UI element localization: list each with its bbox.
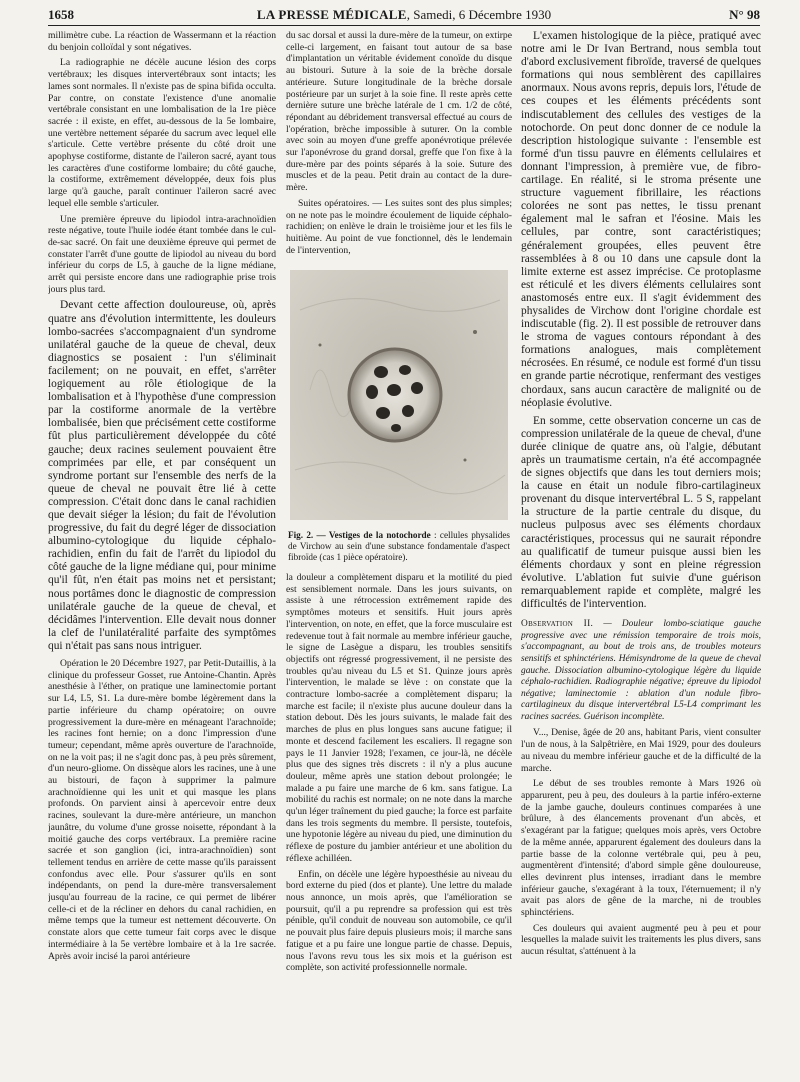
issue-number: N° 98 [729,7,760,22]
issue-date: , Samedi, 6 Décembre 1930 [406,7,552,22]
micrograph-illustration [290,270,508,520]
paragraph-histology: L'examen histologique de la pièce, pratiqué avec notre ami le Dr Ivan Bertrand, nous sembla tout d'abord exclusivement fibroïde, traversé de quelques formations qui nous semblèrent des capillaires anormaux. Nous avons repris, depuis lors, l'étude de ces coupes et les éléments précédents sont indiscutablement des cellules des vestiges de la notochorde. On peut donc donner de ce nodule la description histologique suivante : l'ensemble est formé d'un tissu pauvre en éléments cellulaires et donnant l'impression, à première vue, de fibro-cartilage. En réalité, si le stroma présente une structure vaguement fibrillaire, les réactions colorées ne sont pas nettes, le tissu prenant également mal le safran et l'éosine. Mais les cellules, par contre, sont caractéristiques; généralement groupées, elles peuvent être rassemblées à 8 ou 10 dans une capsule dont la limite externe est assez imprécise. Ce protoplasme est réticulé et les divers éléments cellulaires sont anastomosés entre eux. Il s'agit évidemment des physalides de Virchow dont l'origine chordale est indiscutable (fig. 2). Il est possible de retrouver dans le stroma de vagues contours répondant à des formations analogues, mais complètement nécrosées. En résumé, ce nodule est formé d'un tissu en grande partie nécrotique, renfermant des vestiges chordaux, sans aucun caractère de malignité ou de néoplasie évolutive. [521,30,761,409]
paragraph-operation: Opération le 20 Décembre 1927, par Petit-Dutaillis, à la clinique du professeur Gosset, rue Antoine-Chantin. Après anesthésie à l'éther, on pratique une laminectomie portant sur L4, L5, S1. La dure-mère bombe légèrement dans la partie inférieure du champ opératoire; on ouvre progressivement la dure-mère en ménageant l'arachnoïde; les racines font hernie; on a donc l'impression d'une tumeur; cependant, même après ouverture de l'arachnoïde, on ne la voit pas; il ne s'agit donc pas, à peu près sûrement, d'un neuro-gliome. On dissèque alors les racines, une à une au bistouri, de façon à supprimer la palmure arachnoïdienne qui les unit et qui masque les plans profonds. On parvient ainsi à apercevoir entre deux racines, soulevant la dure-mère antérieure, un manchon jaunâtre, du volume d'une grosse noisette, répondant à la moitié gauche des corps vertébraux. La première racine sacrée et son ganglion (ici, intra-arachnoïdien) sont tellement tendus en arrière de cette masse qu'ils paraissent confondus avec elle. Pour s'assurer qu'ils en sont indépendants, on pend la dure-mère transversalement jusqu'au fourreau de la racine, ce qui permet de libérer celle-ci et de la récliner en dehors du canal rachidien, en même temps que la tumeur est nettement découverte. On constate alors que cette tumeur fait corps avec le disque intermédiaire à la 5e vertèbre lombaire et à la 1re sacrée. Après avoir incisé la paroi antérieure [48,658,276,962]
paragraph: Le début de ses troubles remonte à Mars 1926 où apparurent, peu à peu, des douleurs à la partie inféro-externe de la jambe gauche, douleurs continues comparées à une brûlure, à des élancements provenant d'un abcès, et s'exagérant par la fatigue; quelques mois après, vers Octobre de la même année, apparurent également des douleurs dans la partie basse de la colonne vertébrale qui, peu à peu, augmentèrent d'intensité; d'abord simple gêne douloureuse, elles devinrent plus intenses, irradiant dans le membre inférieur gauche, s'exagérant à la toux, l'éternuement; il n'y avait pas alors de gêne de la marche, ni de troubles sphinctériens. [521,778,761,919]
paragraph: Enfin, on décèle une légère hypoesthésie au niveau du bord externe du pied (dos et plante). Une lettre du malade nous annonce, un mois après, que l'amélioration se poursuit, qu'il a pu reprendre sa profession qui est très pénible, qu'il conduit de nouveau son automobile, ce qu'il ne pouvait plus faire depuis plusieurs mois; il marche sans fatigue et a pu faire une longue partie de chasse. Depuis, nous l'avons revu tous les six mois et la guérison est complète, son activité professionnelle normale. [286,868,512,974]
paragraph-summary: En somme, cette observation concerne un cas de compression unilatérale de la queue de cheval, d'une durée clinique de quatre ans, où l'algie, débutant après un traumatisme certain, n'a été accompagnée de signes objectifs que dans les tout derniers mois; la cause en était un nodule fibro-cartilagineux provenant du disque intervertébral L. 5 S, rappelant la structure de la partie centrale du disque, du nucleus pulposus avec ses éléments chordaux caractéristiques, processus qui ne saurait répondre au qualificatif de tumeur puisque aussi bien les éléments chordaux y sont en pleine régression évolutive. L'ablation fut suivie d'une guérison remarquablement rapide et complète, malgré les difficultés de l'intervention. [521,414,761,611]
observation-label: Observation II. [521,619,594,630]
paragraph: la douleur a complètement disparu et la motilité du pied est sensiblement normale. Dans les jours suivants, on assiste à une rétrocession extrêmement rapide des symptômes moteurs et sensitifs. Huit jours après l'intervention, on note, en effet, que la force musculaire est redevenue tout à fait normale au membre inférieur gauche, le signe de Lasègue a disparu, les troubles sensitifs objectifs ont régressé progressivement, il ne persiste des troubles qu'au niveau du L5 et S1. Quinze jours après l'intervention, le malade se lève : on constate que la contracture lombo-sacrée a complètement disparu; la marche est facile; il n'existe plus aucune douleur dans la station debout. Dès les jours suivants, le malade fait des marches de plus en plus longues sans aucune fatigue; il monte et descend facilement les escaliers. Il regagne son pays le 11 Janvier 1928; l'examen, ce jour-là, ne décèle plus que des signes très discrets : il n'y a plus aucune douleur, même après une station debout prolongée; le malade a pu faire une marche de 6 km. sans fatigue. La mobilité du rachis est normale; on ne note dans la marche qu'un léger traînement du pied gauche; la force est parfaite dans les trois segments du membre. Il persiste, toutefois, une hypotonie légère au niveau du pied, une diminution du réflexe de posture du jambier antérieur et une abolition du réflexe achilléen. [286,572,512,864]
figure-caption [288,530,510,563]
caption-lead: Fig. 2. — Vestiges de la notochorde [288,530,431,540]
column-3 [521,30,761,1074]
journal-name: LA PRESSE MÉDICALE [256,7,407,22]
column-2-bottom [286,572,512,1074]
page-header [48,7,760,26]
paragraph: La radiographie ne décèle aucune lésion des corps vertébraux; les disques intervertébraux sont intacts; les lames sont normales. Il n'existe pas de spina bifida occulta. Par contre, on constate l'existence d'une anomalie vertébrale consistant en une lombalisation de la 1re pièce sacrée : il existe, en effet, au-dessous de la 5e lombaire, une vertèbre nettement séparée du sacrum avec lequel elle s'articule. Cette vertèbre présente du côté droit une apophyse costiforme, distante de l'aileron sacré, ayant tous les caractères d'une costiforme lombaire; du côté gauche, la costiforme, extrêmement développée, deux fois plus large qu'à gauche, paraît continuer l'aileron sacré avec lequel elle semble s'articuler. [48,57,276,209]
paragraph: Une première épreuve du lipiodol intra-arachnoïdien reste négative, toute l'huile iodée étant tombée dans le cul-de-sac sacré. On fait une deuxième épreuve qui permet de constater l'arrêt d'une goutte de lipiodol au niveau du bord inférieur du corps de L5, à gauche de la ligne médiane, arrêt qui persiste encore dans une radiographie prise trois jours plus tard. [48,213,276,295]
observation-summary: — Douleur lombo-sciatique gauche progressive avec une rémission temporaire de trois mois, s'accompagnant, au bout de trois ans, de troubles moteurs sensitifs et sphinctériens. Hémisyndrome de la queue de cheval gauche. Dissociation albumino-cytologique légère du liquide céphalo-rachidien. Radiographie négative; épreuve du lipiodol négative; laminectomie : ablation d'un nodule fibro-cartilagineux du disque intervertébral L5-L4 comprimant les racines sacrées. Guérison incomplète. [521,619,761,722]
paragraph-suites: Suites opératoires. — Les suites sont des plus simples; on ne note pas le moindre écoulement de liquide céphalo-rachidien; on enlève le drain le troisième jour et les fils le huitième. Au point de vue fonctionnel, dès le lendemain de l'intervention, [286,197,512,256]
page-number: 1658 [48,7,74,22]
paragraph-discussion: Devant cette affection douloureuse, où, après quatre ans d'évolution intermittente, les douleurs lombo-sacrées s'accompagnaient d'un syndrome unilatéral gauche de la queue de cheval, deux diagnostics se posaient : l'un s'éliminait facilement; on ne pouvait, en effet, s'arrêter logiquement au rôle étiologique de la lombalisation et à l'hypothèse d'une compression par la costiforme anormale de la vertèbre lombalisée, bien que précisément cette costiforme fût plus particulièrement développée du côté gauche; deux racines seulement pouvaient être comprimées par elle, et par conséquent un syndrome portant sur l'ensemble des nerfs de la queue de cheval ne pouvait être lié à cette compression. C'était donc dans le canal rachidien que devait siéger la lésion; du fait de l'évolution progressive, du fait du degré léger de dissociation albumino-cytologique du liquide céphalo-rachidien, enfin du fait de l'arrêt du lipiodol du côté gauche de la ligne médiane qui, pour minime qu'il fût, n'en était pas moins net et persistant; nous portâmes donc le diagnostic de compression unilatérale gauche de la queue de cheval, et décidâmes l'intervention. Elle devait nous donner la clef de l'unilatéralité parfaite des symptômes qui n'était pas sans nous intriguer. [48,299,276,652]
running-title [48,7,760,23]
column-1 [48,30,276,1074]
observation-heading [521,619,761,723]
paragraph: Ces douleurs qui avaient augmenté peu à peu et pour lesquelles la malade suivit les traitements les plus divers, sans aucun résultat, s'atténuent à la [521,922,761,958]
histology-figure [290,270,508,520]
paragraph: millimètre cube. La réaction de Wassermann et la réaction du benjoin colloïdal y sont négatives. [48,30,276,53]
paragraph: V..., Denise, âgée de 20 ans, habitant Paris, vient consulter l'un de nous, à la Salpêtrière, en Mai 1929, pour des douleurs au niveau du membre inférieur gauche et de la difficulté de la marche. [521,727,761,774]
column-2-top [286,30,512,266]
paragraph: du sac dorsal et aussi la dure-mère de la tumeur, on extirpe celle-ci largement, en faisant tout autour de sa base d'implantation un véritable évidement conoïde du disque au bistouri. Suture à la soie de la brèche dorsale antérieure. Suture longitudinale de la brèche dorsale postérieure par un surjet à la soie fine. Il reste après cette dernière suture une brèche latérale de 1 cm. 1/2 de côté, répondant au débridement transversal effectué au cours de l'opération, brèche impossible à suturer. On la comble avec soin au moyen d'une greffe aponévrotique prélevée sur l'aponévrose du grand dorsal, greffe que l'on fixe à la dure-mère par des points séparés à la soie. Suture des muscles et de la peau. Petit drain au contact de la dure-mère. [286,30,512,194]
caption-text: : cellules physalides de Virchow au sein d'une substance fondamentale d'aspect fibroïde (cas 1 pièce opératoire). [288,530,510,562]
